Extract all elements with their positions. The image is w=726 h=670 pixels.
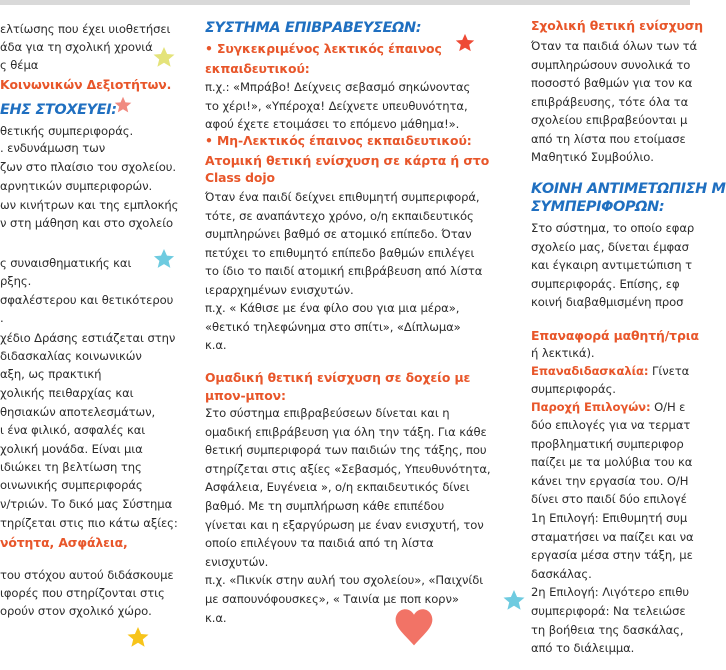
body-line: ι ένα φιλικό, ασφαλές και bbox=[0, 423, 146, 437]
body-line: ζων στο πλαίσιο του σχολείου. bbox=[0, 160, 176, 174]
body-line: σφαλέστερου και θετικότερου bbox=[0, 293, 174, 307]
nonverbal-praise-text: τότε, σε αναπάντεχο χρόνο, ο/η εκπαιδευτικός bbox=[205, 208, 474, 223]
star-icon bbox=[125, 626, 151, 650]
school-reinforcement-text: Όταν τα παιδιά όλων των τά bbox=[531, 39, 698, 53]
nonverbal-praise-title: • Μη-Λεκτικός έπαινος εκπαιδευτικού: bbox=[205, 133, 472, 148]
body-line: . ενδυνάμωση των bbox=[0, 141, 106, 155]
highlighted-text: νότητα, Ασφάλεια, bbox=[0, 535, 128, 550]
nonverbal-praise-text: π.χ. « Κάθισε με ένα φίλο σου για μια μέρα», bbox=[205, 301, 460, 315]
common-handling-text: σχολείο μας, δίνεται έμφασ bbox=[531, 239, 689, 254]
verbal-praise-example: π.χ.: «Μπράβο! Δείχνεις σεβασμό σηκώνοντας bbox=[205, 80, 471, 94]
common-handling-text: Στο σύστημα, το οποίο εφαρ bbox=[531, 221, 695, 235]
body-line: θησιακών αποτελεσμάτων, bbox=[0, 405, 156, 419]
body-line: θετικής συμπεριφοράς. bbox=[0, 124, 134, 138]
body-line: διδασκαλίας κοινωνικών bbox=[0, 349, 142, 363]
body-line: ρξης. bbox=[0, 274, 32, 288]
choices-text-line: τη βοήθεια της δασκάλας, bbox=[531, 622, 684, 637]
body-line: χολικής πειθαρχίας και bbox=[0, 386, 134, 400]
choices-text-line: παίζει με τα μολύβια του κα bbox=[531, 455, 693, 470]
body-line: . bbox=[0, 311, 4, 325]
choices-text-line: προβληματική συμπεριφορ bbox=[531, 436, 684, 451]
choices-text-line: κάνει την εργασία του. Ο/Η bbox=[531, 473, 689, 488]
body-line: του στόχου αυτού διδάσκουμε bbox=[0, 568, 174, 582]
star-icon bbox=[454, 33, 476, 54]
nonverbal-praise-text: πετύχει το επιθυμητό επίπεδο βαθμών επιλέγει bbox=[205, 245, 475, 260]
nonverbal-praise-text: συμπληρώνει βαθμό σε ατομικό επίπεδο. Όταν bbox=[205, 227, 472, 241]
nonverbal-praise-title-cont2: Class dojo bbox=[205, 170, 275, 185]
choices-text: Ο/Η ε bbox=[650, 400, 686, 414]
group-reinforcement-text: ενισχυτών. bbox=[205, 554, 269, 569]
verbal-praise-title-cont: εκπαιδευτικού: bbox=[205, 61, 310, 76]
reteach-line bbox=[531, 364, 689, 379]
choices-text-line: δασκάλας. bbox=[531, 566, 592, 581]
group-reinforcement-text: ομαδική επιβράβευση για όλη την τάξη. Για κάθε bbox=[205, 424, 487, 439]
group-reinforcement-title-cont: μπον-μπον: bbox=[205, 388, 286, 403]
goals-heading: ΕΗΣ ΣΤΟΧΕΥΕΙ: bbox=[0, 102, 117, 118]
star-icon bbox=[113, 96, 133, 115]
nonverbal-praise-text: κ.α. bbox=[205, 338, 227, 352]
body-line: αξη, ως πρακτική bbox=[0, 367, 102, 381]
reteach-cont: συμπεριφοράς. bbox=[531, 382, 616, 396]
nonverbal-praise-title-cont: Ατομική θετική ενίσχυση σε κάρτα ή στο bbox=[205, 153, 490, 168]
star-icon bbox=[152, 248, 176, 271]
school-reinforcement-text: σχολείου επιβραβεύονται μ bbox=[531, 113, 688, 127]
body-line: οινωνικής συμπεριφοράς bbox=[0, 478, 143, 492]
body-line: ς θέμα bbox=[0, 58, 39, 72]
body-line: αρνητικών συμπεριφορών. bbox=[0, 179, 153, 193]
body-line: ιδιώκει τη βελτίωση της bbox=[0, 460, 142, 474]
group-reinforcement-text: κ.α. bbox=[205, 610, 227, 625]
common-handling-text: συμπεριφοράς. Επίσης, εφ bbox=[531, 276, 680, 291]
group-reinforcement-text: Ασφάλεια, Ευγένεια », ο/η εκπαιδευτικός δίνει bbox=[205, 480, 470, 495]
body-line: τηρίζεται στις πιο κάτω αξίες: bbox=[0, 516, 178, 530]
body-line: άδα για τη σχολική χρονιά bbox=[0, 40, 153, 54]
choices-label: Παροχή Επιλογών: bbox=[531, 400, 651, 414]
body-line: ν/τριών. Το δικό μας Σύστημα bbox=[0, 497, 173, 511]
verbal-praise-example: το χέρι!», «Υπέροχα! Δείχνετε υπευθυνότητα, bbox=[205, 98, 468, 113]
reteach-text: Γίνετα bbox=[648, 364, 690, 378]
choices-text-line: 1η Επιλογή: Επιθυμητή συμ bbox=[531, 511, 688, 525]
school-reinforcement-text: συμπληρώσουν συνολικά το bbox=[531, 57, 691, 72]
nonverbal-praise-text: ιεραρχημένων ενισχυτών. bbox=[205, 282, 354, 297]
body-line: χέδιο Δράσης εστιάζεται στην bbox=[0, 331, 176, 345]
verbal-praise-title: • Συγκεκριμένος λεκτικός έπαινος bbox=[205, 41, 442, 56]
reteach-label: Επαναδιδασκαλία: bbox=[531, 364, 649, 378]
body-line: ν στη μάθηση και στο σχολείο bbox=[0, 216, 174, 230]
body-line: ς συναισθηματικής και bbox=[0, 256, 132, 270]
body-line: ιφορές που στηρίζονται στις bbox=[0, 586, 165, 600]
highlighted-text: Κοινωνικών Δεξιοτήτων. bbox=[0, 77, 172, 92]
group-reinforcement-title: Ομαδική θετική ενίσχυση σε δοχείο με bbox=[205, 370, 471, 385]
body-line: ελτίωσης που έχει υιοθετήσει bbox=[0, 22, 171, 36]
group-reinforcement-text: στηρίζεται στις αξίες «Σεβασμός, Υπευθυνότητα, bbox=[205, 461, 491, 476]
redirect-label: Επαναφορά μαθητή/τρια bbox=[531, 328, 699, 343]
group-reinforcement-text: π.χ. «Πικνίκ στην αυλή του σχολείου», «Παιχνίδι bbox=[205, 573, 484, 588]
verbal-praise-example: αφού έχετε ετοιμάσει το επόμενο μάθημα!». bbox=[205, 117, 460, 131]
group-reinforcement-text: γίνεται και η εξαργύρωση με έναν ενισχυτή, τον bbox=[205, 517, 484, 532]
choices-text-line: δίνει στο παιδί δύο επιλογέ bbox=[531, 492, 687, 507]
school-reinforcement-text: Μαθητικό Συμβούλιο. bbox=[531, 150, 654, 164]
school-reinforcement-text: ποσοστό βαθμών για τον κα bbox=[531, 76, 693, 90]
group-reinforcement-text: θετική συμπεριφορά των παιδιών της τάξης, που bbox=[205, 443, 487, 458]
redirect-cont: ή λεκτικά). bbox=[531, 346, 595, 360]
school-reinforcement-title: Σχολική θετική ενίσχυση bbox=[531, 18, 704, 33]
choices-text-line: από το διάλειμμα. bbox=[531, 641, 635, 656]
group-reinforcement-text: Στο σύστημα επιβραβεύσεων δίνεται και η bbox=[205, 406, 450, 420]
body-line: ορούν στον σχολικό χώρο. bbox=[0, 604, 152, 618]
body-line: χολική μονάδα. Είναι μια bbox=[0, 442, 143, 456]
group-reinforcement-text: οποίο επιλέγουν τα παιδιά από τη λίστα bbox=[205, 536, 434, 551]
right-column bbox=[531, 0, 726, 670]
school-reinforcement-text: από τη λίστα που ετοίμασε bbox=[531, 131, 686, 146]
choices-line bbox=[531, 400, 685, 415]
rewards-system-heading: ΣΥΣΤΗΜΑ ΕΠΙΒΡΑΒΕΥΣΕΩΝ: bbox=[205, 20, 422, 36]
nonverbal-praise-text: Όταν ένα παιδί δείχνει επιθυμητή συμπεριφορά, bbox=[205, 190, 480, 204]
nonverbal-praise-text: «θετικό τηλεφώνημα στο σπίτι», «Δίπλωμα» bbox=[205, 319, 461, 334]
common-handling-heading-cont: ΣΥΜΠΕΡΙΦΟΡΩΝ: bbox=[531, 199, 665, 215]
group-reinforcement-text: με σαπουνόφουσκες», « Ταινία με ποπ κορν» bbox=[205, 592, 459, 606]
common-handling-text: και έγκαιρη αντιμετώπιση τ bbox=[531, 258, 693, 272]
choices-text-line: εργασία μέσα στην τάξη, με bbox=[531, 548, 693, 563]
common-handling-text: κοινή διαβαθμισμένη προσ bbox=[531, 295, 684, 309]
choices-text-line: συμπεριφορά: Να τελειώσε bbox=[531, 604, 686, 618]
choices-text-line: δύο επιλογές για να τερματ bbox=[531, 418, 691, 432]
group-reinforcement-text: βαθμό. Με τη συμπλήρωση κάθε επιπέδου bbox=[205, 499, 445, 513]
common-handling-heading: ΚΟΙΝΗ ΑΝΤΙΜΕΤΩΠΙΣΗ Μ bbox=[531, 181, 726, 197]
body-line: ων κινήτρων και της εμπλοκής bbox=[0, 198, 179, 212]
choices-text-line: σταματήσει να παίζει και να bbox=[531, 529, 694, 544]
star-icon bbox=[502, 589, 526, 613]
school-reinforcement-text: επιβράβευσης, τότε όλα τα bbox=[531, 94, 689, 109]
choices-text-line: 2η Επιλογή: Λιγότερο επιθυ bbox=[531, 585, 689, 600]
heart-icon bbox=[393, 605, 435, 649]
star-icon bbox=[151, 46, 177, 70]
nonverbal-praise-text: το ίδιο το παιδί ατομική επιβράβευση από λίστα bbox=[205, 264, 483, 278]
